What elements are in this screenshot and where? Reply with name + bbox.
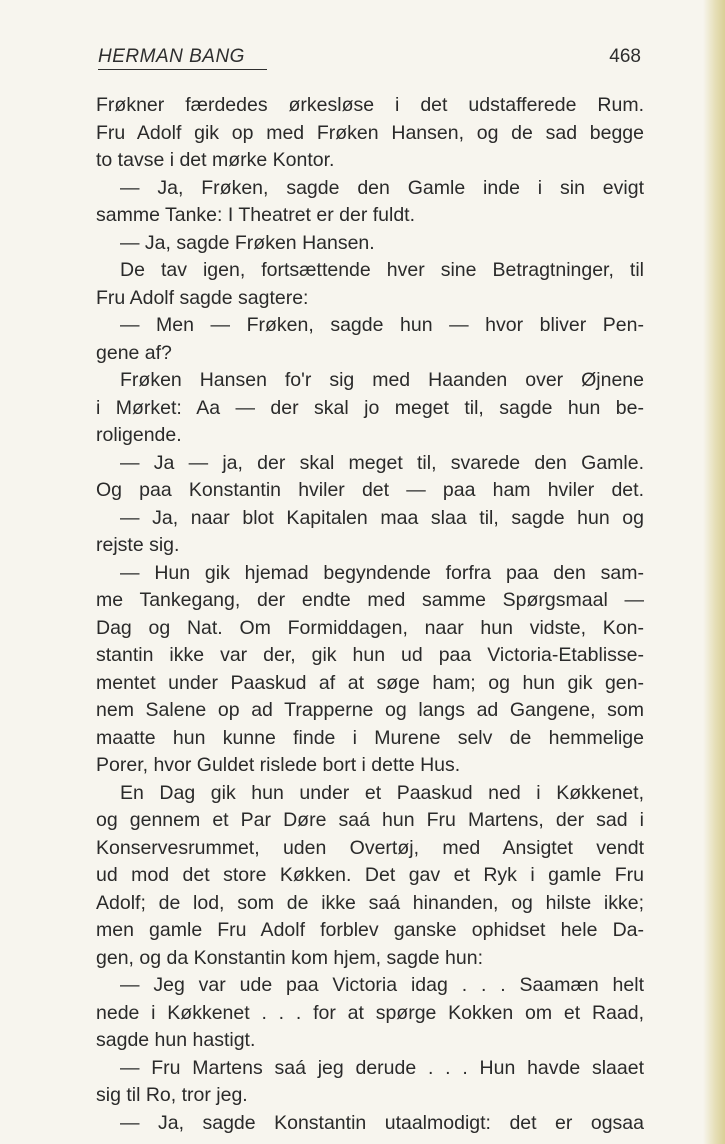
running-title: HERMAN BANG [98,46,267,70]
text-line: Adolf; de lod, som de ikke saá hinanden, og hilste ikke; [96,891,644,914]
text-line: Konservesrummet, uden Overtøj, med Ansigtet vendt [96,836,644,859]
text-line: — Ja, sagde Konstantin utaalmodigt: det er ogsaa [120,1111,644,1134]
text-line: rejste sig. [96,534,180,556]
text-line: i Mørket: Aa — der skal jo meget til, sagde hun be- [96,396,644,419]
text-line: roligende. [96,424,182,446]
text-line: gene af? [96,341,172,364]
text-line: sagde hun hastigt. [96,1029,256,1051]
text-line: maatte hun kunne finde i Murene selv de hemmelige [96,726,644,749]
text-line: Porer, hvor Guldet rislede bort i dette Hus. [96,754,461,776]
text-line: og gennem et Par Døre saá hun Fru Martens, der sad i [96,809,644,831]
text-line: Fru Adolf sagde sagtere: [96,286,309,309]
text-line: stantin ikke var der, gik hun ud paa Victoria-Etablisse- [96,644,644,666]
text-body [96,92,644,1137]
text-line: En Dag gik hun under et Paaskud ned i Køkkenet, [120,781,644,804]
text-line: — Ja — ja, der skal meget til, svarede den Gamle. [120,451,644,474]
text-line: ud mod det store Køkken. Det gav et Ryk i gamle Fru [96,864,644,886]
text-line: nede i Køkkenet . . . for at spørge Kokken om et Raad, [96,1001,644,1024]
page-number: 468 [609,46,641,67]
text-line: — Fru Martens saá jeg derude . . . Hun havde slaaet [120,1056,644,1079]
text-line: nem Salene op ad Trapperne og langs ad Gangene, som [96,699,644,721]
text-line: Fru Adolf gik op med Frøken Hansen, og de sad begge [96,121,644,144]
text-line: Dag og Nat. Om Formiddagen, naar hun vidste, Kon- [96,616,644,639]
text-line: Og paa Konstantin hviler det — paa ham hviler det. [96,479,644,501]
text-line: — Ja, naar blot Kapitalen maa slaa til, sagde hun og [120,506,644,529]
text-line: men gamle Fru Adolf forblev ganske ophidset hele Da- [96,919,644,941]
text-line: — Men — Frøken, sagde hun — hvor bliver Pen- [120,314,644,336]
page-edge-shadow [703,0,725,1144]
page-header [98,46,641,70]
text-line: me Tankegang, der endte med samme Spørgsmaal — [96,589,644,611]
text-line: — Ja, Frøken, sagde den Gamle inde i sin evigt [120,176,644,199]
text-line: sig til Ro, tror jeg. [96,1084,248,1106]
text-line: Frøken Hansen fo'r sig med Haanden over Øjnene [120,369,644,391]
text-line: samme Tanke: I Theatret er der fuldt. [96,204,416,226]
text-line: De tav igen, fortsættende hver sine Betragtninger, til [120,259,644,281]
text-line: — Hun gik hjemad begyndende forfra paa den sam- [120,561,644,584]
text-line: gen, og da Konstantin kom hjem, sagde hun: [96,946,484,969]
text-line: — Ja, sagde Frøken Hansen. [120,231,375,254]
text-line: mentet under Paaskud af at søge ham; og hun gik gen- [96,671,644,694]
text-line: to tavse i det mørke Kontor. [96,149,335,171]
text-line: Frøkner færdedes ørkesløse i det udstafferede Rum. [96,94,644,116]
text-line: — Jeg var ude paa Victoria idag . . . Saamæn helt [120,974,644,996]
